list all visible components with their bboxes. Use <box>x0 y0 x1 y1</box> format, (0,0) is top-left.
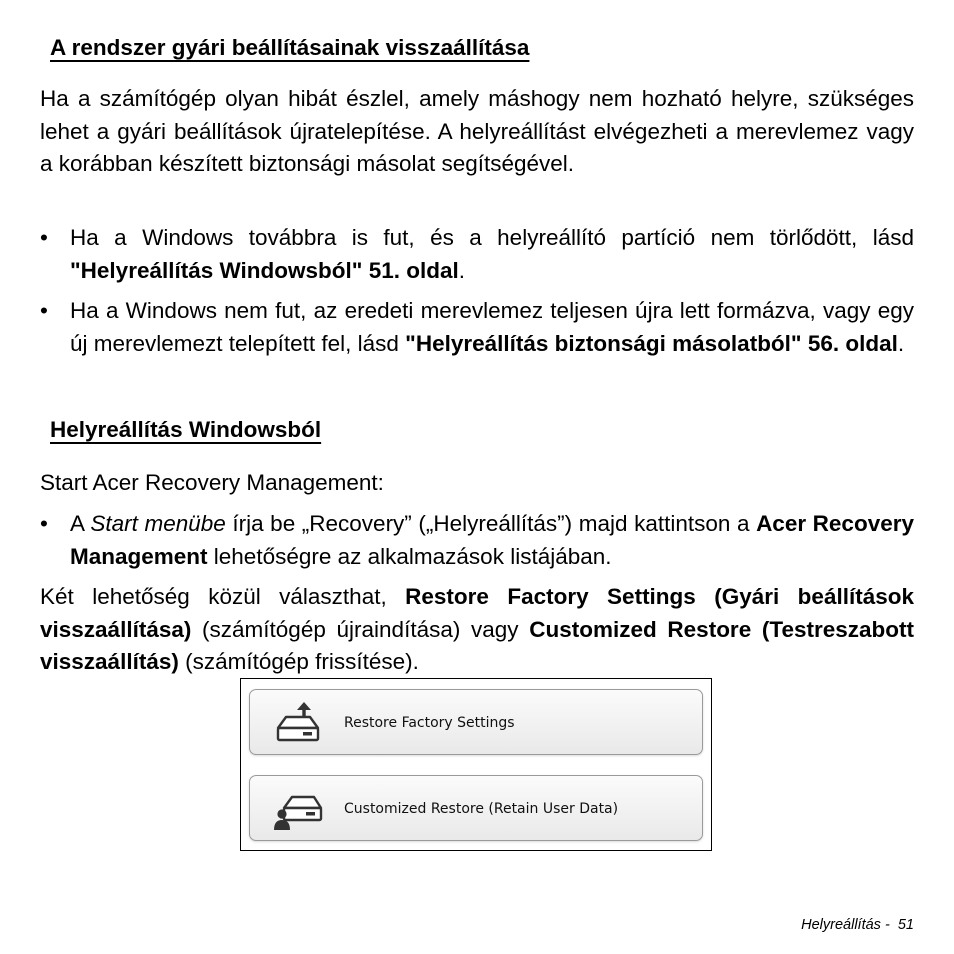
option-name: Customized Restore (Testreszabott visszaállítás) <box>40 616 914 674</box>
footer-section: Helyreállítás <box>801 917 881 933</box>
option-label: Restore Factory Settings <box>344 715 515 731</box>
section-heading: A rendszer gyári beállításainak visszaállítása <box>50 35 530 60</box>
page-reference-link[interactable]: "Helyreállítás Windowsból" 51. oldal <box>70 257 459 283</box>
bullet-text: írja be „Recovery” („Helyreállítás”) majd kattintson a <box>225 511 757 536</box>
footer-separator: - <box>884 917 890 933</box>
bullet-marker: • <box>40 298 48 323</box>
paragraph-text: (számítógép újraindítása) vagy <box>191 616 530 642</box>
list-item <box>40 222 914 287</box>
drive-user-icon <box>274 786 324 830</box>
bullet-marker: • <box>40 511 48 536</box>
options-paragraph <box>40 581 914 679</box>
drive-upload-icon <box>274 700 324 744</box>
bullet-text: Ha a Windows nem fut, az eredeti merevlemez teljesen újra lett formázva, vagy egy új merevlemezt telepített fel, lásd <box>70 298 914 356</box>
recovery-options-screenshot <box>240 678 712 851</box>
paragraph-text: Két lehetőség közül választhat, <box>40 584 406 609</box>
bullet-text: Ha a Windows továbbra is fut, és a helyreállító partíció nem törlődött, lásd <box>70 225 914 250</box>
restore-factory-settings-button[interactable] <box>249 689 703 755</box>
list-item <box>40 295 914 360</box>
bullet-text: A <box>70 511 91 536</box>
page-footer <box>801 917 914 933</box>
option-label: Customized Restore (Retain User Data) <box>344 801 619 817</box>
instruction-paragraph: Start Acer Recovery Management: <box>40 470 384 495</box>
intro-paragraph: Ha a számítógép olyan hibát észlel, amely máshogy nem hozható helyre, szükséges lehet a gyári beállítások újratelepítése. A helyreállítást elvégezheti a merevlemez vagy a korábban készített biztonsági másolat segítségével. <box>40 86 914 176</box>
option-name: Restore Factory Settings (Gyári beállítások visszaállítása) <box>40 584 914 642</box>
section-heading: Helyreállítás Windowsból <box>50 417 322 442</box>
bullet-text: lehetőségre az alkalmazások listájában. <box>207 543 612 569</box>
list-item <box>40 508 914 573</box>
paragraph-text: (számítógép frissítése). <box>178 649 419 674</box>
app-name: Acer Recovery Management <box>70 511 914 569</box>
start-menu-term: Start menübe <box>90 511 226 536</box>
bullet-marker: • <box>40 225 48 250</box>
page-number: 51 <box>897 917 914 933</box>
customized-restore-button[interactable] <box>249 775 703 841</box>
bullet-end: . <box>458 257 465 283</box>
bullet-end: . <box>897 330 905 356</box>
page-reference-link[interactable]: "Helyreállítás biztonsági másolatból" 56. oldal <box>405 330 898 356</box>
